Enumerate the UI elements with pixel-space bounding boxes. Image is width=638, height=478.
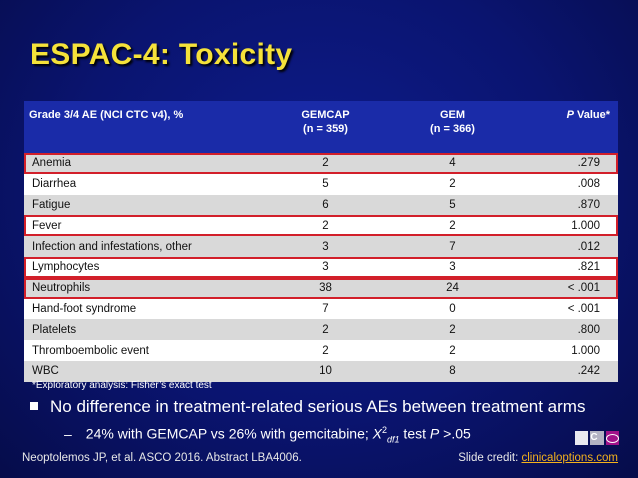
source-citation: Neoptolemos JP, et al. ASCO 2016. Abstract LBA4006. — [22, 452, 302, 464]
row-gemcap: 38 — [262, 278, 389, 299]
row-gem: 8 — [389, 361, 516, 382]
logo-block-3 — [606, 431, 619, 445]
row-p-value: .800 — [516, 319, 618, 340]
row-label: Hand-foot syndrome — [24, 299, 262, 320]
table-row — [24, 215, 618, 236]
header-gem — [389, 101, 516, 153]
row-gem: 2 — [389, 215, 516, 236]
row-label: Infection and infestations, other — [24, 236, 262, 257]
logo-block-1 — [575, 431, 588, 445]
table-row — [24, 361, 618, 382]
row-label: Anemia — [24, 153, 262, 174]
header-gem-n: (n = 366) — [430, 123, 475, 135]
row-label: Fatigue — [24, 195, 262, 216]
row-label: Diarrhea — [24, 174, 262, 195]
row-p-value: .008 — [516, 174, 618, 195]
main-bullet-text: No difference in treatment-related serious AEs between treatment arms — [50, 397, 586, 416]
table-row — [24, 278, 618, 299]
header-ae: Grade 3/4 AE (NCI CTC v4), % — [24, 101, 262, 153]
table-row — [24, 153, 618, 174]
header-gem-label: GEM — [439, 109, 466, 121]
toxicity-table — [24, 101, 618, 382]
row-label: Fever — [24, 215, 262, 236]
row-gemcap: 2 — [262, 340, 389, 361]
row-p-value: .279 — [516, 153, 618, 174]
header-gemcap — [262, 101, 389, 153]
row-gemcap: 10 — [262, 361, 389, 382]
row-gemcap: 2 — [262, 215, 389, 236]
row-gem: 2 — [389, 340, 516, 361]
slide-title: ESPAC-4: Toxicity — [30, 38, 293, 71]
table-row — [24, 299, 618, 320]
row-p-value: < .001 — [516, 299, 618, 320]
row-gem: 0 — [389, 299, 516, 320]
row-p-value: .870 — [516, 195, 618, 216]
row-gem: 4 — [389, 153, 516, 174]
slide-credit-prefix: Slide credit: — [458, 452, 522, 464]
row-gemcap: 5 — [262, 174, 389, 195]
main-bullet — [30, 397, 585, 417]
table-row — [24, 257, 618, 278]
header-p-label: Value* — [573, 109, 610, 121]
chi-x: X — [372, 425, 383, 442]
row-gem: 2 — [389, 319, 516, 340]
sub-bullet-mid: test — [399, 425, 430, 442]
row-p-value: .242 — [516, 361, 618, 382]
header-gemcap-n: (n = 359) — [303, 123, 348, 135]
bullet-square-icon — [30, 402, 38, 410]
row-p-value: .821 — [516, 257, 618, 278]
row-gemcap: 3 — [262, 236, 389, 257]
toxicity-table-container — [24, 101, 618, 382]
header-p-italic: P — [566, 109, 574, 121]
row-gem: 2 — [389, 174, 516, 195]
row-gemcap: 2 — [262, 319, 389, 340]
sub-bullet-dash: – — [64, 425, 72, 442]
sub-bullet-suffix: >.05 — [439, 425, 471, 442]
row-gemcap: 7 — [262, 299, 389, 320]
table-body — [24, 153, 618, 382]
table-row — [24, 236, 618, 257]
footnote: *Exploratory analysis: Fisher’s exact test — [32, 380, 212, 391]
row-gemcap: 2 — [262, 153, 389, 174]
row-label: Neutrophils — [24, 278, 262, 299]
table-row — [24, 340, 618, 361]
row-gem: 5 — [389, 195, 516, 216]
sub-bullet-prefix: 24% with GEMCAP vs 26% with gemcitabine; — [85, 425, 373, 442]
header-p-value — [516, 101, 618, 153]
table-row — [24, 319, 618, 340]
row-p-value: .012 — [516, 236, 618, 257]
row-p-value: < .001 — [516, 278, 618, 299]
row-gem: 24 — [389, 278, 516, 299]
sub-bullet-p: P — [429, 425, 440, 442]
table-row — [24, 174, 618, 195]
row-gemcap: 6 — [262, 195, 389, 216]
table-header-row — [24, 101, 618, 153]
row-gemcap: 3 — [262, 257, 389, 278]
row-label: Lymphocytes — [24, 257, 262, 278]
chi-sub: df1 — [387, 434, 400, 445]
header-gemcap-label: GEMCAP — [301, 109, 350, 121]
clinicaloptions-link[interactable]: clinicaloptions.com — [521, 452, 618, 464]
cco-logo — [575, 431, 619, 445]
chi-sup: 2 — [382, 425, 388, 435]
slide-credit — [458, 452, 618, 464]
row-p-value: 1.000 — [516, 215, 618, 236]
row-label: Platelets — [24, 319, 262, 340]
row-label: Thromboembolic event — [24, 340, 262, 361]
sub-bullet — [64, 425, 471, 444]
row-gem: 3 — [389, 257, 516, 278]
row-p-value: 1.000 — [516, 340, 618, 361]
table-row — [24, 195, 618, 216]
row-gem: 7 — [389, 236, 516, 257]
row-label: WBC — [24, 361, 262, 382]
logo-block-2: C — [590, 431, 603, 445]
